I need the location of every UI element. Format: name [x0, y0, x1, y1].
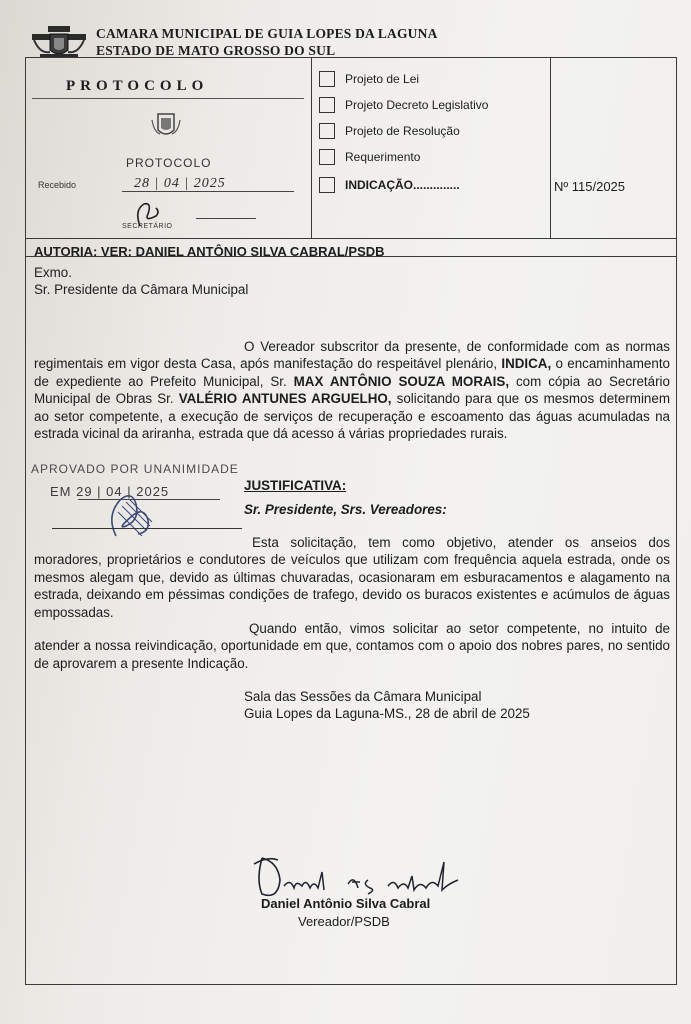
salutation [34, 264, 248, 299]
checkbox[interactable] [319, 71, 335, 87]
divider [311, 58, 312, 238]
justification-greeting: Sr. Presidente, Srs. Vereadores: [244, 502, 447, 517]
signatory-role: Vereador/PSDB [298, 914, 390, 929]
signatory-name: Daniel Antônio Silva Cabral [261, 896, 431, 911]
doc-type-label: Requerimento [345, 150, 421, 164]
checkbox[interactable] [319, 123, 335, 139]
indication-text: o encaminhamento de expediente ao Prefeito Municipal, Sr. [34, 356, 670, 389]
salutation-line: Exmo. [34, 265, 72, 280]
secretary-name: VALÉRIO ANTUNES ARGUELHO, [178, 391, 392, 407]
stamp-protocol-label: PROTOCOLO [126, 156, 212, 170]
closing-line: Sala das Sessões da Câmara Municipal [244, 689, 482, 704]
divider [550, 58, 551, 238]
institution-state: ESTADO DE MATO GROSSO DO SUL [96, 43, 336, 58]
approval-stamp-text: APROVADO POR UNANIMIDADE [31, 462, 239, 476]
letterhead [30, 18, 670, 62]
checkbox[interactable] [319, 177, 335, 193]
divider [26, 238, 676, 239]
indica-verb: INDICA, [501, 356, 552, 372]
divider [196, 218, 256, 219]
mayor-name: MAX ANTÔNIO SOUZA MORAIS, [293, 373, 510, 389]
divider [52, 528, 242, 529]
indication-text: com cópia ao Secretário Municipal de Obras Sr. [34, 373, 670, 407]
doc-type-bill[interactable] [319, 70, 419, 88]
doc-type-label: Projeto de Lei [345, 72, 420, 86]
doc-type-label: Projeto de Resolução [345, 124, 460, 138]
approval-stamp-date: EM 29 | 04 | 2025 [50, 484, 170, 499]
indication-text: solicitando para que os mesmos determinem ao setor competente, a execução de serviços de recuperação e escoamento das águas acumuladas na estrada vicinal da ariranha, estrada que dá acesso á várias propriedades rurais. [34, 391, 670, 442]
justification-paragraph: Quando então, vimos solicitar ao setor competente, no intuito de atender a nossa reivindicação, oportunidade em que, contamos com o apoio dos nobres pares, no sentido de aprovarem a presente Indicação. [34, 621, 670, 671]
indication-text: O Vereador subscritor da presente, de conformidade com as normas regimentais em vigor desta Casa, após manifestação do respeitável plenário, [34, 339, 670, 372]
document-number: Nº 115/2025 [554, 179, 626, 194]
stamp-emblem-icon [150, 110, 182, 140]
received-label: Recebido [38, 180, 77, 190]
closing-date: Guia Lopes da Laguna-MS., 28 de abril de 2025 [244, 706, 530, 722]
authorship: AUTORIA: VER: DANIEL ANTÔNIO SILVA CABRAL/PSDB [34, 244, 385, 259]
checkbox[interactable] [319, 97, 335, 113]
doc-type-indication[interactable] [319, 176, 460, 194]
doc-type-request[interactable] [319, 148, 420, 166]
salutation-line: Sr. Presidente da Câmara Municipal [34, 282, 249, 298]
doc-type-label: Projeto Decreto Legislativo [345, 98, 489, 112]
divider [32, 98, 304, 99]
checkbox[interactable] [319, 149, 335, 165]
indication-paragraph [34, 338, 670, 442]
secretary-label: SECRETÁRIO [122, 223, 173, 230]
justification-title: JUSTIFICATIVA: [244, 478, 347, 493]
form-frame [25, 57, 677, 985]
closing [244, 688, 530, 723]
justification-paragraph: Esta solicitação, tem como objetivo, atender os anseios dos moradores, proprietários e condutores de veículos que utilizam com frequência aquela estrada, onde os mesmos alegam que, devido as últimas chuvaradas, ocasionaram em esburacamentos e alagamento na estrada, deixando em péssimas condições de trafego, devido os buracos existentes e acúmulos de águas empossadas. [34, 535, 670, 620]
doc-type-label: INDICAÇÃO.............. [345, 178, 460, 192]
institution-name: CAMARA MUNICIPAL DE GUIA LOPES DA LAGUNA [96, 26, 438, 41]
protocol-title: PROTOCOLO [66, 78, 209, 94]
divider [122, 191, 294, 192]
received-date: 28 | 04 | 2025 [134, 176, 226, 191]
doc-type-legislative-decree[interactable] [319, 96, 488, 114]
municipal-crest-icon [30, 20, 88, 60]
doc-type-resolution[interactable] [319, 122, 460, 140]
